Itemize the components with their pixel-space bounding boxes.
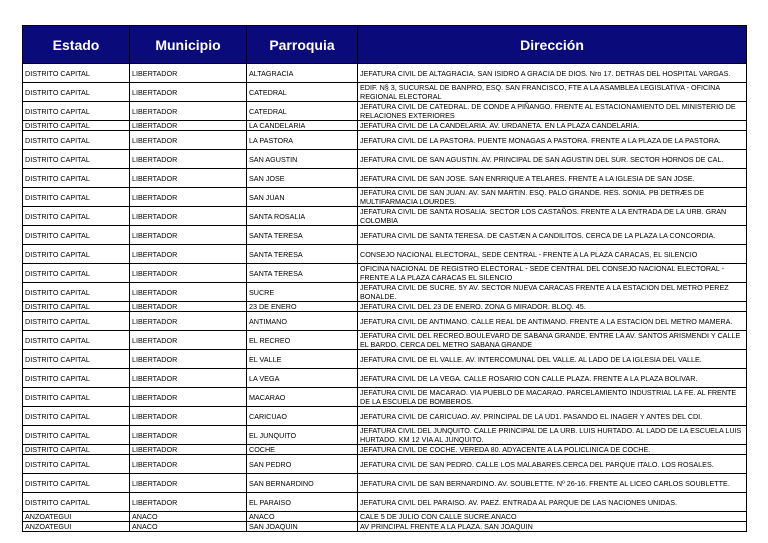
cell-municipio: LIBERTADOR [130,283,247,302]
header-direccion: Dirección [358,26,747,64]
cell-direccion: JEFATURA CIVIL DEL 23 DE ENERO. ZONA G MIRADOR. BLOQ. 45. [358,302,747,312]
cell-estado: DISTRITO CAPITAL [23,388,130,407]
cell-estado: DISTRITO CAPITAL [23,264,130,283]
cell-estado: DISTRITO CAPITAL [23,64,130,83]
table-row [23,83,747,102]
cell-municipio: LIBERTADOR [130,207,247,226]
cell-estado: DISTRITO CAPITAL [23,474,130,493]
cell-municipio: LIBERTADOR [130,150,247,169]
cell-parroquia: SUCRE [247,283,358,302]
cell-municipio: LIBERTADOR [130,131,247,150]
cell-municipio: LIBERTADOR [130,426,247,445]
table-row [23,474,747,493]
cell-estado: DISTRITO CAPITAL [23,445,130,455]
cell-direccion: JEFATURA CIVIL DE SUCRE. 5Y AV. SECTOR NUEVA CARACAS FRENTE A LA ESTACION DEL METRO PEREZ BONALDE. [358,283,747,302]
cell-municipio: LIBERTADOR [130,331,247,350]
jefaturas-table [22,25,747,532]
cell-municipio: LIBERTADOR [130,169,247,188]
table-row [23,331,747,350]
cell-estado: DISTRITO CAPITAL [23,283,130,302]
cell-parroquia: SANTA TERESA [247,264,358,283]
cell-estado: DISTRITO CAPITAL [23,121,130,131]
table-row [23,207,747,226]
table-row [23,302,747,312]
cell-parroquia: EL JUNQUITO [247,426,358,445]
cell-parroquia: MACARAO [247,388,358,407]
cell-parroquia: ANACO [247,512,358,522]
cell-direccion: CONSEJO NACIONAL ELECTORAL, SEDE CENTRAL - FRENTE A LA PLAZA CARACAS, EL SILENCIO [358,245,747,264]
table-row [23,102,747,121]
cell-direccion: JEFATURA CIVIL DE LA VEGA. CALLE ROSARIO CON CALLE PLAZA. FRENTE A LA PLAZA BOLIVAR. [358,369,747,388]
header-row [23,26,747,64]
cell-estado: ANZOATEGUI [23,512,130,522]
cell-estado: DISTRITO CAPITAL [23,350,130,369]
cell-direccion: JEFATURA CIVIL DE LA PASTORA. PUENTE MONAGAS A PASTORA. FRENTE A LA PLAZA DE LA PASTORA. [358,131,747,150]
cell-direccion: JEFATURA CIVIL DE SAN PEDRO. CALLE LOS MALABARES.CERCA DEL PARQUE ITALO. LOS ROSALES. [358,455,747,474]
cell-parroquia: SAN JOSE [247,169,358,188]
table-row [23,169,747,188]
cell-direccion: JEFATURA CIVIL DE SAN JUAN. AV. SAN MARTIN. ESQ. PALO GRANDE. RES. SONIA. PB DETRÆS DE MULTIFARMACIA LOURDES. [358,188,747,207]
cell-municipio: LIBERTADOR [130,121,247,131]
cell-estado: DISTRITO CAPITAL [23,188,130,207]
table-row [23,493,747,512]
cell-municipio: LIBERTADOR [130,264,247,283]
cell-municipio: LIBERTADOR [130,312,247,331]
cell-parroquia: SAN JOAQUIN [247,522,358,532]
cell-estado: DISTRITO CAPITAL [23,207,130,226]
header-estado: Estado [23,26,130,64]
cell-estado: DISTRITO CAPITAL [23,226,130,245]
cell-estado: ANZOATEGUI [23,522,130,532]
cell-direccion: OFICINA NACIONAL DE REGISTRO ELECTORAL - SEDE CENTRAL DEL CONSEJO NACIONAL ELECTORAL - FRENTE A LA PLAZA CARACAS EL SILENCIO [358,264,747,283]
cell-parroquia: ANTIMANO [247,312,358,331]
cell-parroquia: SAN AGUSTIN [247,150,358,169]
cell-parroquia: CATEDRAL [247,83,358,102]
cell-estado: DISTRITO CAPITAL [23,83,130,102]
cell-direccion: AV PRINCIPAL FRENTE A LA PLAZA. SAN JOAQUIN [358,522,747,532]
cell-direccion: JEFATURA CIVIL DE CARICUAO. AV. PRINCIPAL DE LA UD1. PASANDO EL INAGER Y ANTES DEL CDI. [358,407,747,426]
cell-estado: DISTRITO CAPITAL [23,407,130,426]
header-parroquia: Parroquia [247,26,358,64]
cell-direccion: JEFATURA CIVIL DE MACARAO. VIA PUEBLO DE MACARAO. PARCELAMIENTO INDUSTRIAL LA FE. AL FRENTE DE LA ESCUELA DE BOMBEROS. [358,388,747,407]
cell-estado: DISTRITO CAPITAL [23,131,130,150]
table-row [23,64,747,83]
cell-municipio: LIBERTADOR [130,474,247,493]
cell-municipio: LIBERTADOR [130,64,247,83]
cell-direccion: JEFATURA CIVIL DEL RECREO.BOULEVARD DE SABANA GRANDE. ENTRE LA AV. SANTOS ARISMENDI Y CALLE EL BARDO. CERCA DEL METRO SABANA GRANDE [358,331,747,350]
cell-municipio: ANACO [130,512,247,522]
cell-municipio: LIBERTADOR [130,302,247,312]
cell-direccion: JEFATURA CIVIL DEL PARAISO. AV. PAEZ. ENTRADA AL PARQUE DE LAS NACIONES UNIDAS. [358,493,747,512]
table-row [23,522,747,532]
table-row [23,426,747,445]
cell-estado: DISTRITO CAPITAL [23,331,130,350]
table-row [23,188,747,207]
cell-estado: DISTRITO CAPITAL [23,493,130,512]
cell-estado: DISTRITO CAPITAL [23,169,130,188]
cell-direccion: JEFATURA CIVIL DE ALTAGRACIA. SAN ISIDRO A GRACIA DE DIOS. Nro 17. DETRAS DEL HOSPITAL VARGAS. [358,64,747,83]
cell-parroquia: SANTA TERESA [247,245,358,264]
cell-estado: DISTRITO CAPITAL [23,245,130,264]
cell-parroquia: CATEDRAL [247,102,358,121]
cell-municipio: LIBERTADOR [130,226,247,245]
table-row [23,312,747,331]
cell-direccion: JEFATURA CIVIL DE SANTA TERESA. DE CASTÆN A CANDILITOS. CERCA DE LA PLAZA LA CONCORDIA. [358,226,747,245]
cell-parroquia: 23 DE ENERO [247,302,358,312]
cell-direccion: JEFATURA CIVIL DE SANTA ROSALIA. SECTOR LOS CASTAÑOS. FRENTE A LA ENTRADA DE LA URB. GRAN COLOMBIA [358,207,747,226]
table-row [23,283,747,302]
cell-direccion: JEFATURA CIVIL DEL JUNQUITO. CALLE PRINCIPAL DE LA URB. LUIS HURTADO. AL LADO DE LA ESCUELA LUIS HURTADO. KM 12 VIA AL JUNQUITO. [358,426,747,445]
cell-municipio: LIBERTADOR [130,388,247,407]
table-row [23,369,747,388]
cell-direccion: JEFATURA CIVIL DE ANTIMANO. CALLE REAL DE ANTIMANO. FRENTE A LA ESTACION DEL METRO MAMERA. [358,312,747,331]
cell-parroquia: SAN BERNARDINO [247,474,358,493]
cell-direccion: JEFATURA CIVIL DE SAN JOSE. SAN ENRRIQUE A TELARES. FRENTE A LA IGLESIA DE SAN JOSE. [358,169,747,188]
table-row [23,350,747,369]
table-row [23,131,747,150]
cell-direccion: JEFATURA CIVIL DE EL VALLE. AV. INTERCOMUNAL DEL VALLE. AL LADO DE LA IGLESIA DEL VALLE. [358,350,747,369]
table-row [23,455,747,474]
table-row [23,150,747,169]
cell-parroquia: LA CANDELARIA [247,121,358,131]
cell-estado: DISTRITO CAPITAL [23,102,130,121]
cell-municipio: LIBERTADOR [130,188,247,207]
cell-municipio: LIBERTADOR [130,83,247,102]
cell-parroquia: SANTA TERESA [247,226,358,245]
cell-parroquia: EL PARAISO [247,493,358,512]
cell-parroquia: SANTA ROSALIA [247,207,358,226]
cell-municipio: LIBERTADOR [130,407,247,426]
cell-estado: DISTRITO CAPITAL [23,150,130,169]
cell-parroquia: LA VEGA [247,369,358,388]
cell-municipio: LIBERTADOR [130,350,247,369]
cell-direccion: EDIF. N§ 3, SUCURSAL DE BANPRO, ESQ. SAN FRANCISCO, FTE A LA ASAMBLEA LEGISLATIVA - OFICINA REGIONAL ELECTORAL [358,83,747,102]
cell-direccion: JEFATURA CIVIL DE CATEDRAL. DE CONDE A PIÑANGO. FRENTE AL ESTACIONAMIENTO DEL MINISTERIO DE RELACIONES EXTERIORES [358,102,747,121]
cell-direccion: JEFATURA CIVIL DE SAN BERNARDINO. AV. SOUBLETTE. Nº 26-16. FRENTE AL LICEO CARLOS SOUBLETTE. [358,474,747,493]
cell-municipio: LIBERTADOR [130,102,247,121]
cell-parroquia: COCHE [247,445,358,455]
cell-estado: DISTRITO CAPITAL [23,455,130,474]
cell-direccion: JEFATURA CIVIL DE SAN AGUSTIN. AV. PRINCIPAL DE SAN AGUSTIN DEL SUR. SECTOR HORNOS DE CAL. [358,150,747,169]
cell-parroquia: ALTAGRACIA [247,64,358,83]
cell-parroquia: CARICUAO [247,407,358,426]
cell-parroquia: EL VALLE [247,350,358,369]
cell-municipio: LIBERTADOR [130,245,247,264]
table-row [23,121,747,131]
cell-parroquia: EL RECREO [247,331,358,350]
cell-direccion: JEFATURA CIVIL DE COCHE. VEREDA 80. ADYACENTE A LA POLICLINICA DE COCHE. [358,445,747,455]
cell-parroquia: SAN JUAN [247,188,358,207]
cell-direccion: CALE 5 DE JULIO CON CALLE SUCRE.ANACO [358,512,747,522]
cell-municipio: LIBERTADOR [130,493,247,512]
table-row [23,407,747,426]
cell-parroquia: LA PASTORA [247,131,358,150]
cell-estado: DISTRITO CAPITAL [23,302,130,312]
cell-direccion: JEFATURA CIVIL DE LA CANDELARIA. AV. URDANETA. EN LA PLAZA CANDELARIA. [358,121,747,131]
header-municipio: Municipio [130,26,247,64]
table-row [23,445,747,455]
table-row [23,245,747,264]
cell-municipio: LIBERTADOR [130,455,247,474]
table-row [23,264,747,283]
cell-estado: DISTRITO CAPITAL [23,312,130,331]
cell-municipio: ANACO [130,522,247,532]
table-row [23,388,747,407]
cell-municipio: LIBERTADOR [130,445,247,455]
cell-parroquia: SAN PEDRO [247,455,358,474]
cell-estado: DISTRITO CAPITAL [23,369,130,388]
cell-municipio: LIBERTADOR [130,369,247,388]
cell-estado: DISTRITO CAPITAL [23,426,130,445]
table-row [23,512,747,522]
table-row [23,226,747,245]
